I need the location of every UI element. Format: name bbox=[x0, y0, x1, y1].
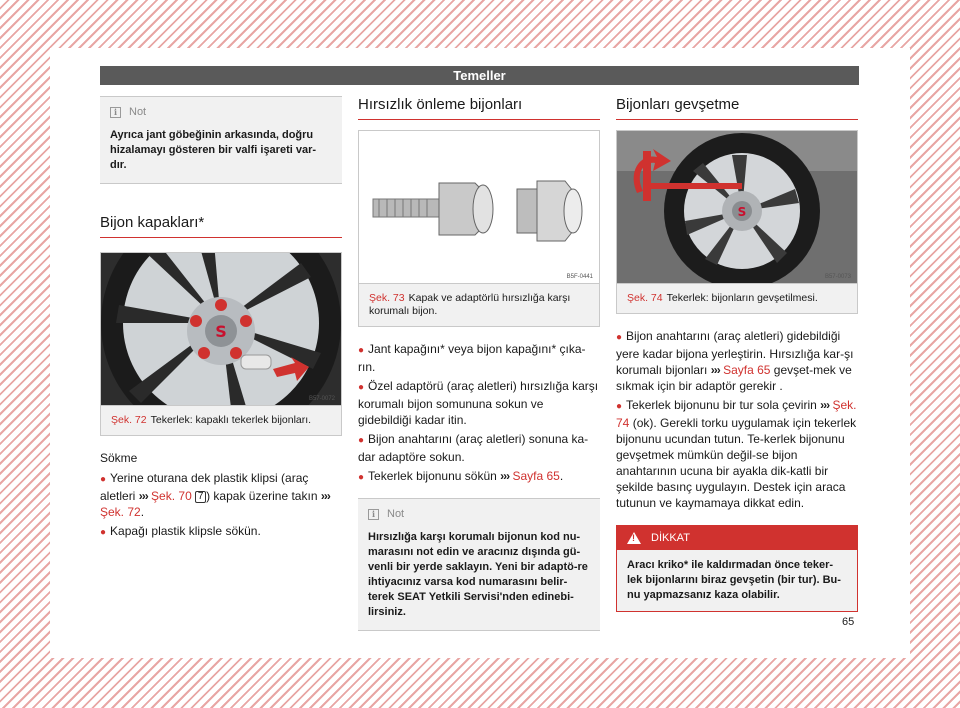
figure-caption bbox=[101, 405, 341, 435]
figure-72 bbox=[100, 252, 342, 436]
bullet-dot-icon: ● bbox=[358, 435, 365, 446]
bullet-dot-icon: ● bbox=[616, 401, 623, 412]
figure-link[interactable]: Şek. 72 bbox=[100, 505, 141, 519]
warning-text: Aracı kriko* ile kaldırmadan önce teker-lek bijonlarını biraz gevşetin (bir tur). Bu-nu yapmazsanız kaza olabilir. bbox=[617, 550, 857, 611]
info-icon: i bbox=[110, 107, 121, 118]
ref-arrow-icon: ››› bbox=[320, 489, 330, 503]
callout-number: 7 bbox=[195, 491, 206, 503]
figure-label: Şek. 72 bbox=[111, 414, 147, 426]
note-text: Ayrıca jant göbeğinin arkasında, doğru hizalamayı gösteren bir valfi işareti var-dır. bbox=[110, 129, 317, 171]
note-text: Hırsızlığa karşı korumalı bijonun kod nu-marasını not edin ve aracınız dışında gü-venli bir yerde saklayın. Yeni bir adaptö-re ihtiyacınız varsa kod numarasını belir-terek SEAT Yetkili Servisi'nden edinebi-lirsiniz. bbox=[368, 531, 588, 618]
figure-link[interactable]: Şek. 74 bbox=[616, 398, 857, 430]
note-box bbox=[100, 96, 342, 184]
section-title: Bijon kapakları* bbox=[100, 214, 342, 238]
bullet-item: ● Jant kapağını* veya bijon kapağını* çıka-rın. bbox=[358, 342, 586, 374]
warning-box bbox=[616, 525, 858, 612]
body-text bbox=[616, 328, 858, 511]
running-header: Temeller bbox=[100, 66, 859, 85]
figure-74 bbox=[616, 130, 858, 314]
figure-code: B57-0073 bbox=[824, 274, 851, 280]
figure-code: B5F-0441 bbox=[566, 274, 593, 280]
body-text bbox=[358, 341, 600, 486]
bullet-dot-icon: ● bbox=[100, 474, 107, 485]
bullet-item: ● Özel adaptörü (araç aletleri) hırsızlığa karşı korumalı bijon somununa sokun ve gidebildiği kadar itin. bbox=[358, 379, 599, 427]
section-title: Hırsızlık önleme bijonları bbox=[358, 96, 600, 120]
bullet-dot-icon: ● bbox=[100, 527, 107, 538]
ref-arrow-icon: ››› bbox=[500, 469, 510, 483]
figure-caption bbox=[617, 283, 857, 313]
bullet-dot-icon: ● bbox=[616, 332, 623, 343]
page-number: 65 bbox=[842, 616, 855, 628]
column-2 bbox=[358, 96, 600, 631]
caption-text: Kapak ve adaptörlü hırsızlığa karşı korumalı bijon. bbox=[369, 292, 571, 317]
info-icon: i bbox=[368, 509, 379, 520]
note-box bbox=[358, 498, 600, 631]
subheading: Sökme bbox=[100, 451, 138, 465]
bullet-item: ● Bijon anahtarını (araç aletleri) sonuna ka-dar adaptöre sokun. bbox=[358, 432, 589, 464]
body-text bbox=[100, 450, 342, 541]
note-label: Not bbox=[387, 508, 405, 520]
column-1 bbox=[100, 96, 342, 544]
bullet-dot-icon: ● bbox=[358, 382, 365, 393]
bullet-dot-icon: ● bbox=[358, 345, 365, 356]
bullet-item: ● Tekerlek bijonunu bir tur sola çevirin ››› Şek. 74 (ok). Gerekli torku uygulamak için tekerlek bijonunu ucundan tutun. Te-kerlek bijonunu gevşetmek mümkün değil-se bijon anahtarının ucuna bir ayakla dik-katli bir şekilde basınç uygulayın. Destek için araca tutunun ve kaymamaya dikkat edin. bbox=[616, 398, 857, 510]
svg-text:S: S bbox=[737, 205, 747, 219]
warning-triangle-icon bbox=[627, 532, 641, 544]
figure-caption bbox=[359, 283, 599, 326]
figure-73 bbox=[358, 130, 600, 327]
page-link[interactable]: Sayfa 65 bbox=[723, 363, 771, 377]
caption-text: Tekerlek: bijonların gevşetilmesi. bbox=[666, 292, 818, 304]
caption-text: Tekerlek: kapaklı tekerlek bijonları. bbox=[150, 414, 312, 426]
figure-label: Şek. 74 bbox=[627, 292, 663, 304]
figure-link[interactable]: Şek. 70 bbox=[151, 489, 192, 503]
loosening-bolts-image bbox=[617, 131, 857, 283]
section-title: Bijonları gevşetme bbox=[616, 96, 858, 120]
anti-theft-bolt-image bbox=[359, 131, 599, 283]
ref-arrow-icon: ››› bbox=[710, 363, 720, 377]
figure-label: Şek. 73 bbox=[369, 292, 405, 304]
warning-label: DİKKAT bbox=[651, 532, 690, 544]
page-link[interactable]: Sayfa 65 bbox=[512, 469, 560, 483]
figure-code: B57-0072 bbox=[308, 396, 335, 402]
bullet-item: ● Bijon anahtarını (araç aletleri) gidebildiği yere kadar bijona yerleştirin. Hırsızlığa kar-şı korumalı bijonları ››› Sayfa 65 gevşet-mek ve sıkmak için bir adaptör gerekir . bbox=[616, 329, 854, 393]
bullet-dot-icon: ● bbox=[358, 472, 365, 483]
bullet-item: ● Kapağı plastik klipsle sökün. bbox=[100, 524, 261, 538]
bullet-item: ● Tekerlek bijonunu sökün ››› Sayfa 65. bbox=[358, 469, 564, 483]
bullet-item: ● Yerine oturana dek plastik klipsi (araç aletleri ››› Şek. 70 7 ) kapak üzerine takın ››› Şek. 72. bbox=[100, 471, 330, 519]
note-label: Not bbox=[129, 106, 147, 118]
svg-text:S: S bbox=[215, 322, 227, 341]
wheel-bolt-caps-image bbox=[101, 253, 341, 405]
column-3 bbox=[616, 96, 858, 612]
ref-arrow-icon: ››› bbox=[138, 489, 148, 503]
ref-arrow-icon: ››› bbox=[820, 398, 830, 412]
